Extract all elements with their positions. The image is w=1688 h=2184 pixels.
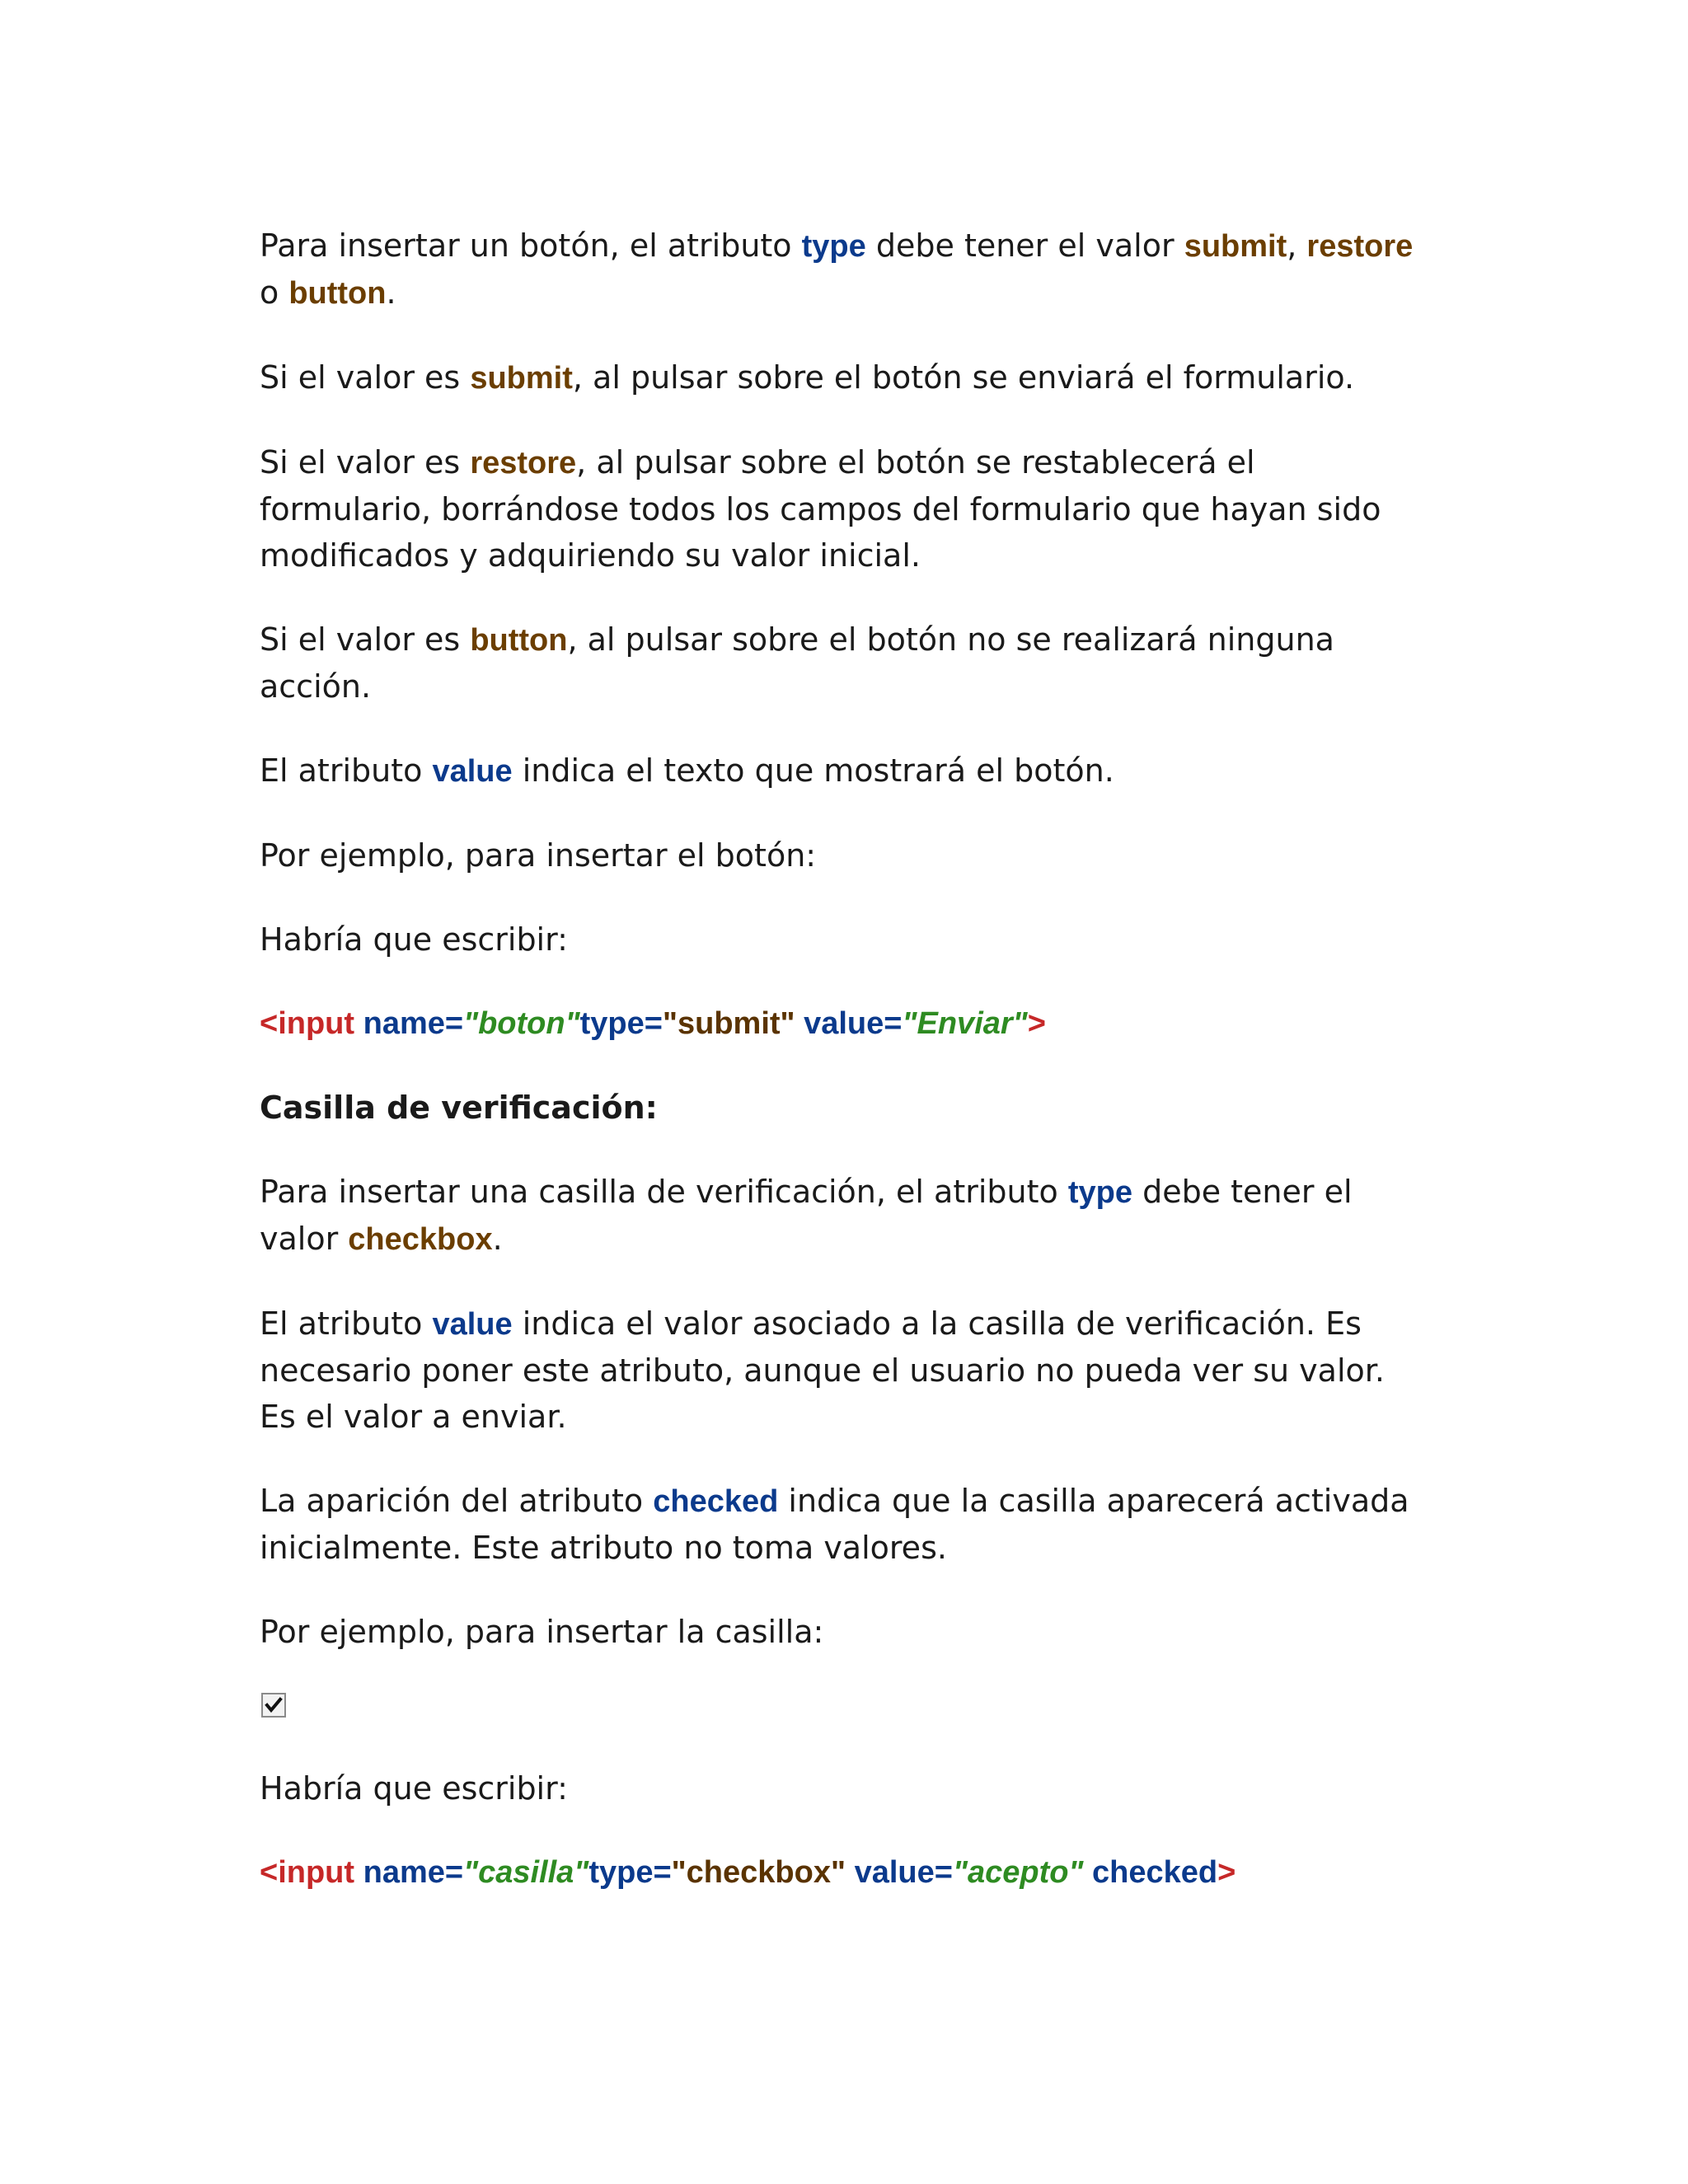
- code-attr-checked: checked: [1092, 1855, 1218, 1890]
- code-val-name: "casilla": [463, 1855, 589, 1890]
- paragraph-button: [260, 616, 1430, 710]
- paragraph-write-checkbox: Habría que escribir:: [260, 1770, 568, 1807]
- text: Si el valor es: [260, 621, 471, 658]
- keyword-restore: restore: [470, 446, 577, 480]
- code-example-checkbox: [260, 1849, 1430, 1896]
- checkbox-demo[interactable]: [261, 1693, 286, 1718]
- keyword-value: value: [432, 754, 513, 789]
- text: ,: [1287, 227, 1307, 264]
- text: El atributo: [260, 1305, 433, 1342]
- paragraph-write-button: Habría que escribir:: [260, 921, 568, 958]
- code-attr-name: name=: [363, 1855, 464, 1890]
- keyword-checkbox: checkbox: [348, 1222, 493, 1257]
- code-val-value: "Enviar": [902, 1006, 1028, 1041]
- text: .: [492, 1221, 503, 1257]
- checkmark-icon: [265, 1696, 283, 1714]
- paragraph-checkbox-value: [260, 1301, 1430, 1440]
- text: Para insertar un botón, el atributo: [260, 227, 802, 264]
- paragraph-value: [260, 748, 1430, 794]
- text: El atributo: [260, 752, 433, 789]
- paragraph-button-type: [260, 223, 1430, 316]
- text: Para insertar una casilla de verificación, el atributo: [260, 1174, 1068, 1210]
- keyword-type: type: [1067, 1175, 1132, 1210]
- paragraph-example-checkbox: Por ejemplo, para insertar la casilla:: [260, 1614, 824, 1650]
- paragraph-restore: [260, 439, 1430, 579]
- code-attr-name: name=: [363, 1006, 464, 1041]
- code-attr-type: type=: [588, 1855, 672, 1890]
- text: , al pulsar sobre el botón no se realizará ninguna acción.: [260, 621, 1334, 705]
- code-val-type: "checkbox": [671, 1855, 846, 1890]
- keyword-value: value: [432, 1307, 513, 1342]
- text: debe tener el valor: [260, 1174, 1353, 1257]
- code-attr-type: type=: [579, 1006, 663, 1041]
- text: indica que la casilla aparecerá activada inicialmente. Este atributo no toma valores.: [260, 1483, 1409, 1566]
- text: o: [260, 274, 289, 311]
- text: Si el valor es: [260, 444, 471, 480]
- code-attr-value: value=: [854, 1855, 953, 1890]
- keyword-submit: submit: [470, 361, 573, 396]
- code-example-button: [260, 1001, 1430, 1047]
- document-body: [260, 223, 1430, 1933]
- text: La aparición del atributo: [260, 1483, 654, 1519]
- keyword-button: button: [288, 276, 387, 311]
- paragraph-checked: [260, 1478, 1430, 1571]
- paragraph-checkbox-type: [260, 1169, 1430, 1263]
- code-tag-open: <input: [260, 1855, 355, 1890]
- code-val-type: "submit": [662, 1006, 795, 1041]
- keyword-submit: submit: [1184, 229, 1287, 264]
- code-tag-open: <input: [260, 1006, 355, 1041]
- code-val-name: "boton": [463, 1006, 580, 1041]
- keyword-type: type: [801, 229, 866, 264]
- paragraph-example-button: Por ejemplo, para insertar el botón:: [260, 837, 817, 874]
- text: debe tener el valor: [865, 227, 1184, 264]
- code-tag-close: >: [1027, 1006, 1046, 1041]
- paragraph-submit: [260, 354, 1430, 401]
- text: Si el valor es: [260, 359, 471, 396]
- keyword-checked: checked: [653, 1484, 779, 1519]
- section-heading-checkbox: Casilla de verificación:: [260, 1090, 658, 1126]
- keyword-restore: restore: [1306, 229, 1414, 264]
- text: indica el valor asociado a la casilla de verificación. Es necesario poner este atributo, aunque el usuario no pueda ver su valor. Es el valor a enviar.: [260, 1305, 1385, 1435]
- text: , al pulsar sobre el botón se restablecerá el formulario, borrándose todos los campos del formulario que hayan sido modificados y adquiriendo su valor inicial.: [260, 444, 1381, 574]
- keyword-button: button: [470, 623, 568, 658]
- code-val-value: "acepto": [952, 1855, 1084, 1890]
- text: , al pulsar sobre el botón se enviará el formulario.: [572, 359, 1355, 396]
- code-attr-value: value=: [804, 1006, 903, 1041]
- code-tag-close: >: [1217, 1855, 1236, 1890]
- text: indica el texto que mostrará el botón.: [512, 752, 1114, 789]
- text: .: [386, 274, 396, 311]
